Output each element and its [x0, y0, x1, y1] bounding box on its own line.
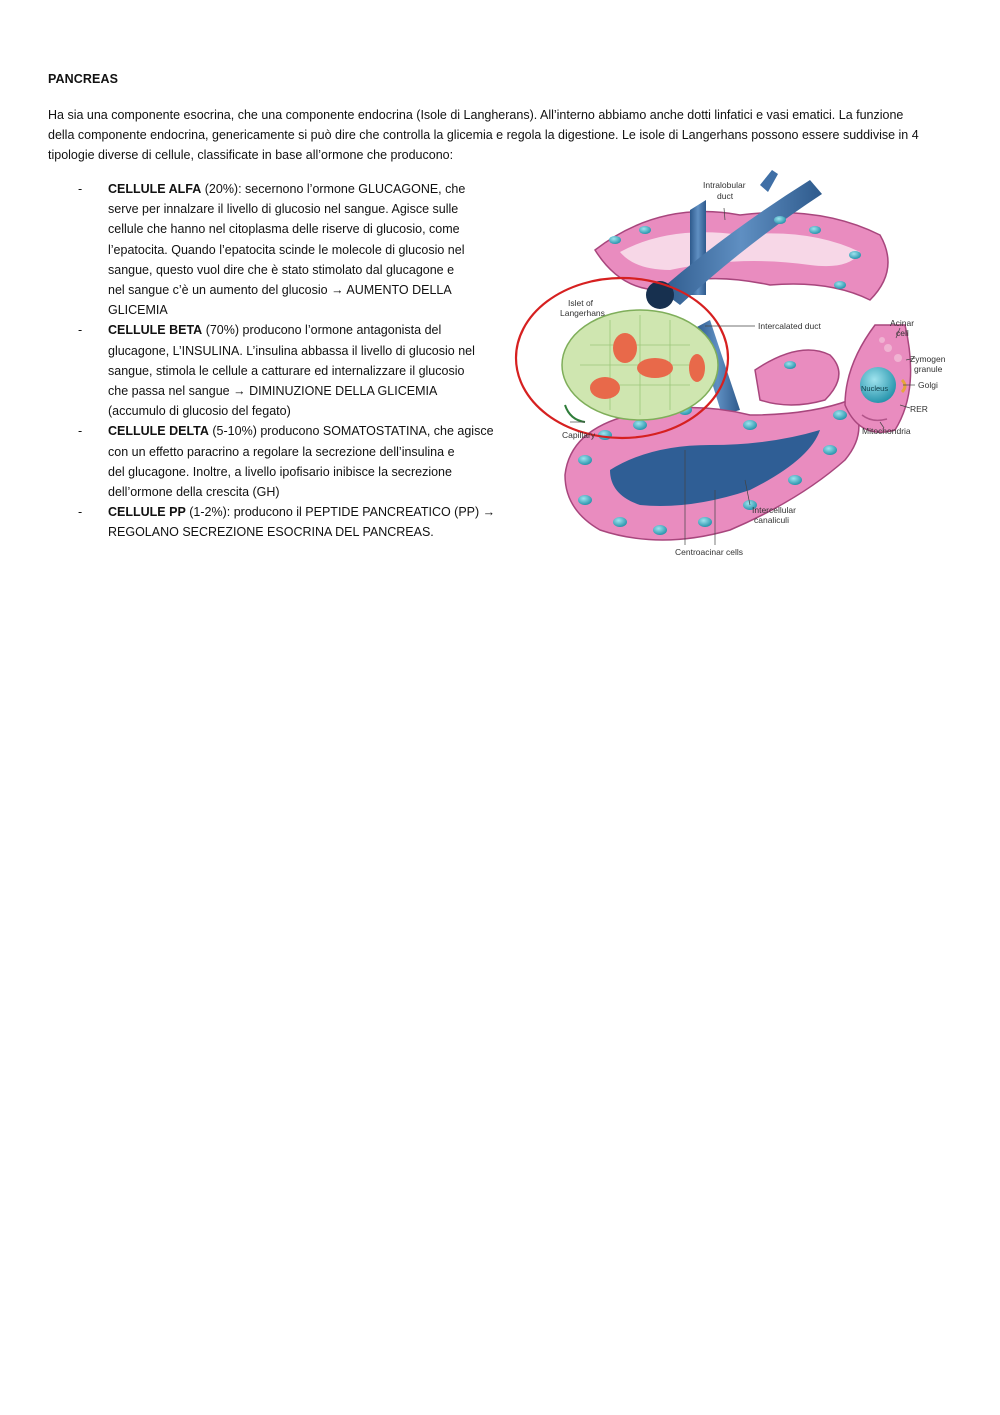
item-label: CELLULE ALFA: [108, 182, 202, 196]
pancreas-histology-figure: [510, 160, 960, 565]
item-label: CELLULE PP: [108, 505, 186, 520]
item-text: del glucagone. Inoltre, a livello ipofisario inibisce la secrezione: [108, 464, 452, 479]
item-text: cellule che hanno nel citoplasma delle riserve di glucosio, come: [108, 222, 460, 237]
label-acinar-cell: Acinar: [890, 318, 915, 328]
label-golgi: Golgi: [918, 380, 938, 390]
item-text: l’epatocita. Quando l’epatocita scinde le molecole di glucosio nel: [108, 242, 465, 257]
intro-line: Ha sia una componente esocrina, che una componente endocrina (Isole di Langherans). All’interno abbiamo anche dotti linfatici e vasi ematici. La funzione: [48, 108, 904, 122]
intro-line: della componente endocrina, genericamente si può dire che controlla la glicemia e regola la digestione. Le isole di Langerhans possono essere suddivise in 4: [48, 128, 919, 143]
item-text: che passa nel sangue → DIMINUZIONE DELLA GLICEMIA: [108, 384, 438, 399]
bullet-marker: -: [78, 505, 83, 520]
item-text: REGOLANO SECREZIONE ESOCRINA DEL PANCREAS.: [108, 525, 434, 540]
label-intercalated-duct: Intercalated duct: [758, 321, 821, 331]
label-acinar-cell: cell: [896, 328, 909, 338]
item-text: nel sangue c’è un aumento del glucosio → AUMENTO DELLA: [108, 283, 452, 298]
label-intralobular-duct: duct: [717, 191, 734, 201]
acinar-cell-detail: [845, 325, 911, 432]
bullet-marker: -: [78, 182, 83, 196]
item-text: sangue, questo vuol dire che è stato stimolato dal glucagone e: [108, 262, 455, 277]
label-nucleus: Nucleus: [861, 384, 889, 393]
list-item-delta-cells: [78, 421, 498, 502]
bullet-marker: -: [78, 424, 83, 439]
label-intercellular-canaliculi: canaliculi: [754, 515, 789, 525]
item-text: (5-10%) producono SOMATOSTATINA, che agisce: [208, 424, 494, 439]
label-intralobular-duct: Intralobular: [703, 180, 746, 190]
bullet-marker: -: [78, 323, 83, 338]
list-item-alpha-cells: [78, 179, 498, 320]
label-zymogen-granule: granule: [914, 364, 943, 374]
item-text: glucagone, L’INSULINA. L’insulina abbassa il livello di glucosio nel: [108, 343, 475, 358]
cell-type-list: [78, 179, 498, 543]
item-text: sangue, stimola le cellule a catturare ed internalizzare il glucosio: [108, 363, 465, 378]
label-zymogen-granule: Zymogen: [910, 354, 946, 364]
label-capillary: Capillary: [562, 430, 596, 440]
item-label: CELLULE BETA: [108, 323, 203, 338]
label-intercellular-canaliculi: Intercellular: [752, 505, 796, 515]
pancreas-illustration: [510, 160, 960, 565]
item-text: GLICEMIA: [108, 303, 168, 318]
item-text: dell’ormone della crescita (GH): [108, 485, 280, 500]
item-text: (20%): secernono l’ormone GLUCAGONE, che: [201, 182, 466, 196]
item-text: (accumulo di glucosio del fegato): [108, 404, 291, 419]
label-mitochondria: Mitochondria: [862, 426, 911, 436]
item-text: (1-2%): producono il PEPTIDE PANCREATICO (PP) →: [185, 505, 496, 520]
label-rer: RER: [910, 404, 928, 414]
label-islet: Islet of: [568, 298, 594, 308]
intro-line: tipologie diverse di cellule, classificate in base all’ormone che producono:: [48, 148, 454, 163]
item-label: CELLULE DELTA: [108, 424, 209, 439]
item-text: con un effetto paracrino a regolare la secrezione dell’insulina e: [108, 444, 455, 459]
label-islet: Langerhans: [560, 308, 605, 318]
islet-of-langerhans: [562, 310, 718, 422]
list-item-pp-cells: [78, 502, 498, 542]
intro-paragraph: [48, 105, 958, 166]
list-item-beta-cells: [78, 320, 498, 421]
page-title: PANCREAS: [48, 72, 119, 86]
item-text: serve per innalzare il livello di glucosio nel sangue. Agisce sulle: [108, 202, 459, 217]
label-centroacinar-cells: Centroacinar cells: [675, 547, 744, 557]
item-text: (70%) producono l’ormone antagonista del: [202, 323, 442, 338]
